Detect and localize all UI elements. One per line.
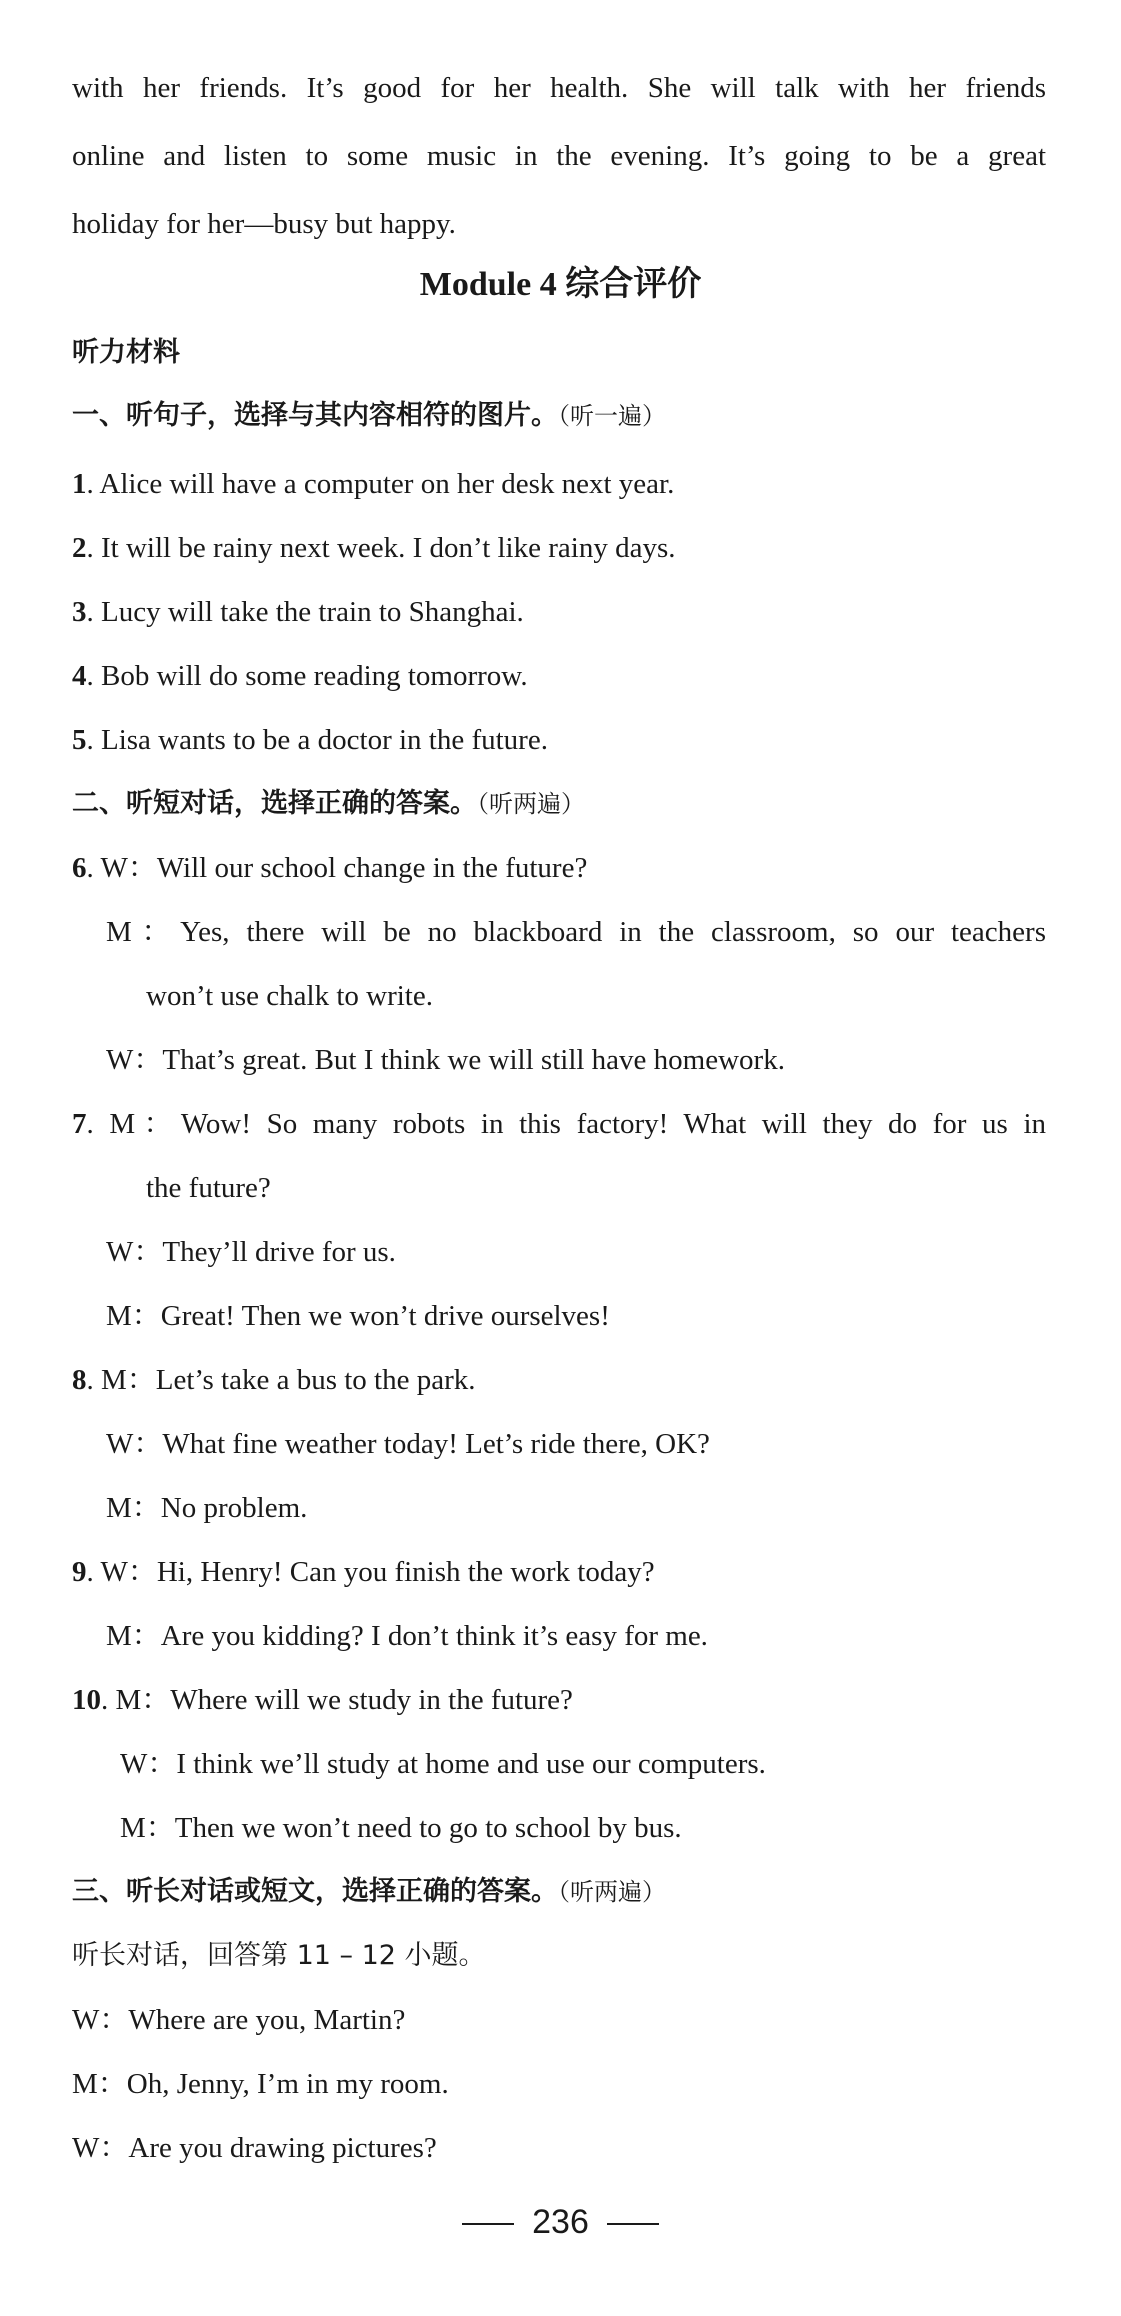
question-5 [72,720,1121,760]
section-1-heading [72,396,1121,436]
question-6-line-4: W：That’s great. But I think we will still have homework. [106,1044,785,1076]
question-9-line-2: M：Are you kidding? I don’t think it’s easy for me. [106,1620,708,1652]
question-number: 7 [72,1108,87,1140]
question-7-line-2: the future? [146,1172,271,1204]
page-footer [0,2200,1121,2244]
question-number: 2 [72,532,87,564]
dialogue-line: . M：Let’s take a bus to the park. [86,1364,476,1396]
long-dialogue-line-3: W：Are you drawing pictures? [72,2132,437,2164]
question-number: 1 [72,468,87,500]
intro-line-2: online and listen to some music in the evening. It’s going to be a great [72,140,1046,172]
question-10-line-1 [72,1680,1121,1720]
question-10-line-3: M：Then we won’t need to go to school by bus. [120,1812,682,1844]
question-text: . It will be rainy next week. I don’t like rainy days. [86,532,676,564]
question-4 [72,656,1121,696]
question-3 [72,592,1121,632]
section-3-heading [72,1872,1121,1912]
long-dialogue-intro: 听长对话，回答第 11 – 12 小题。 [72,1940,486,1971]
question-text: . Lisa wants to be a doctor in the future. [86,724,548,756]
question-text: . Bob will do some reading tomorrow. [86,660,528,692]
question-7-line-1 [72,1104,1046,1144]
section-1-label: 一、听句子，选择与其内容相符的图片。 [72,400,558,431]
dash-left [462,2223,514,2225]
question-8-line-2: W：What fine weather today! Let’s ride there, OK? [106,1428,710,1460]
question-number: 4 [72,660,87,692]
dialogue-line: . W：Will our school change in the future? [86,852,588,884]
question-text: . Alice will have a computer on her desk next year. [86,468,675,500]
section-1-hint: （听一遍） [558,402,666,430]
question-7-line-4: M：Great! Then we won’t drive ourselves! [106,1300,610,1332]
question-6-line-2: M：Yes, there will be no blackboard in the classroom, so our teachers [106,916,1046,948]
dash-right [607,2223,659,2225]
question-text: . Lucy will take the train to Shanghai. [86,596,524,628]
module-title: Module 4 综合评价 [419,266,702,303]
question-number: 9 [72,1556,87,1588]
question-number: 8 [72,1364,87,1396]
page-number: 236 [532,2203,589,2241]
section-3-hint: （听两遍） [558,1878,666,1906]
dialogue-line: . M：Wow! So many robots in this factory! What will they do for us in [86,1108,1046,1140]
long-dialogue-line-2: M：Oh, Jenny, I’m in my room. [72,2068,449,2100]
question-9-line-1 [72,1552,1121,1592]
intro-line-1: with her friends. It’s good for her health. She will talk with her friends [72,72,1046,104]
section-2-heading [72,784,1121,824]
question-6-line-1 [72,848,1121,888]
section-3-label: 三、听长对话或短文，选择正确的答案。 [72,1876,558,1907]
question-number: 5 [72,724,87,756]
dialogue-line: . M：Where will we study in the future? [101,1684,573,1716]
question-number: 10 [72,1684,101,1716]
question-7-line-3: W：They’ll drive for us. [106,1236,396,1268]
intro-line-3: holiday for her—busy but happy. [72,208,456,240]
section-2-hint: （听两遍） [477,790,585,818]
question-number: 6 [72,852,87,884]
question-1 [72,464,1121,504]
question-10-line-2: W：I think we’ll study at home and use our computers. [120,1748,766,1780]
long-dialogue-line-1: W：Where are you, Martin? [72,2004,406,2036]
dialogue-line: . W：Hi, Henry! Can you finish the work today? [86,1556,655,1588]
question-6-line-3: won’t use chalk to write. [146,980,433,1012]
section-2-label: 二、听短对话，选择正确的答案。 [72,788,477,819]
question-8-line-1 [72,1360,1121,1400]
question-8-line-3: M：No problem. [106,1492,308,1524]
question-2 [72,528,1121,568]
listening-heading: 听力材料 [72,337,180,368]
question-number: 3 [72,596,87,628]
